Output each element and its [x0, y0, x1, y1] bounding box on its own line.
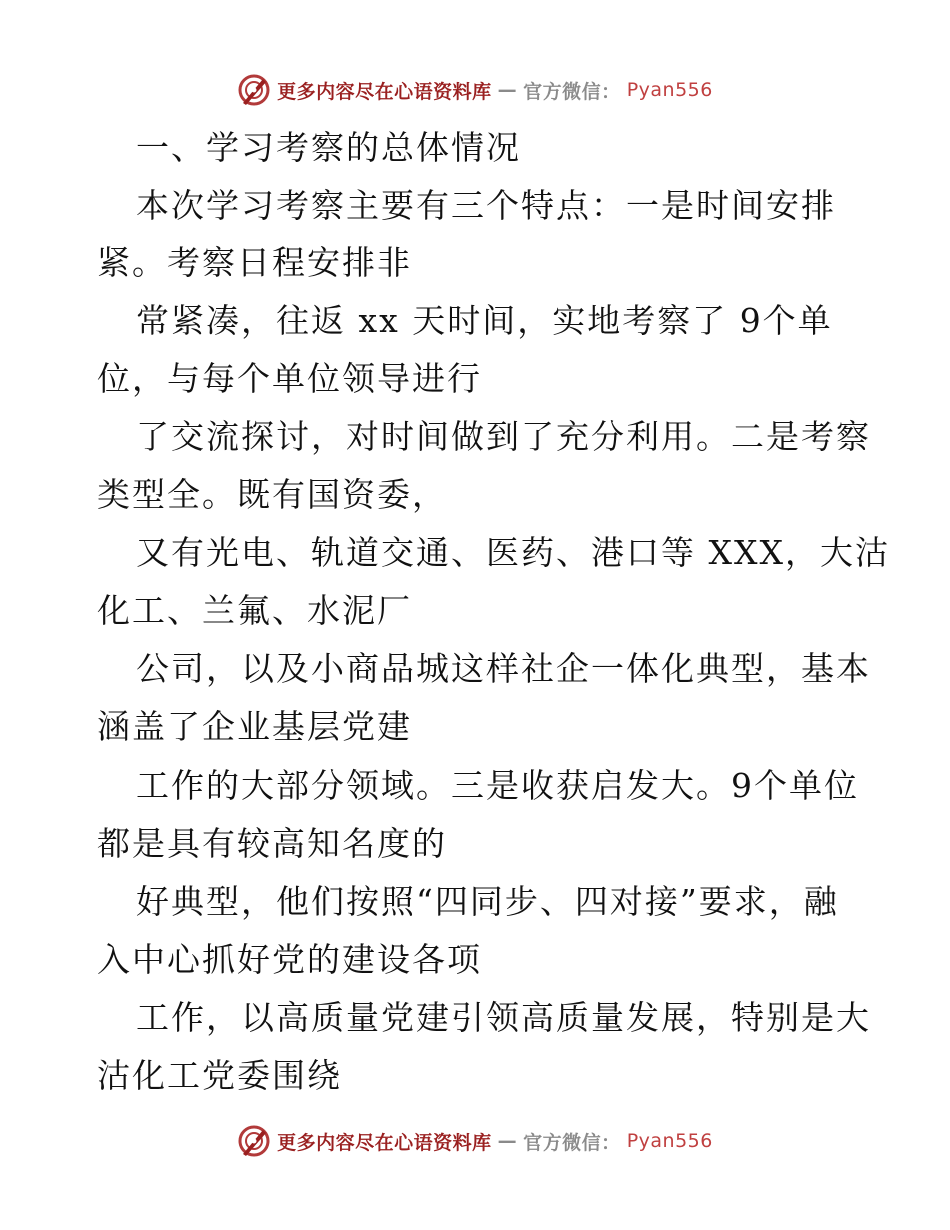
paragraph-line: 类型全。既有国资委， [97, 475, 447, 514]
paragraph-line: 常紧凑，往返 xx 天时间，实地考察了 9个单 [136, 301, 833, 340]
paragraph-line: 好典型，他们按照“四同步、四对接”要求，融 [136, 882, 839, 921]
paragraph-line: 工作，以高质量党建引领高质量发展，特别是大 [136, 998, 871, 1037]
paragraph-line: 都是具有较高知名度的 [97, 824, 447, 863]
paragraph-line: 紧。考察日程安排非 [97, 243, 412, 282]
watermark-official-label: 官方微信： [523, 1131, 621, 1154]
paragraph-line: 了交流探讨，对时间做到了充分利用。二是考察 [136, 417, 871, 456]
watermark-brand: 更多内容尽在心语资料库 [277, 1131, 492, 1154]
pen-logo-icon [237, 1124, 271, 1158]
paragraph-line: 本次学习考察主要有三个特点：一是时间安排 [136, 186, 836, 225]
footer-watermark [0, 1121, 950, 1161]
paragraph-line: 工作的大部分领域。三是收获启发大。9个单位 [136, 766, 859, 805]
paragraph-line: 涵盖了企业基层党建 [97, 707, 412, 746]
watermark-dash: — [497, 79, 518, 101]
paragraph-line: 入中心抓好党的建设各项 [97, 940, 482, 979]
watermark-brand: 更多内容尽在心语资料库 [277, 80, 492, 103]
paragraph-line: 位，与每个单位领导进行 [97, 359, 482, 398]
header-watermark [0, 70, 950, 110]
watermark-wechat-id: Pyan556 [626, 1130, 713, 1152]
paragraph-line: 化工、兰氟、水泥厂 [97, 591, 412, 630]
pen-logo-icon [237, 73, 271, 107]
watermark-dash: — [497, 1130, 518, 1152]
section-heading: 一、学习考察的总体情况 [136, 128, 521, 167]
watermark-official-label: 官方微信： [523, 80, 621, 103]
paragraph-line: 又有光电、轨道交通、医药、港口等 XXX，大沽 [136, 533, 890, 572]
paragraph-line: 公司，以及小商品城这样社企一体化典型，基本 [136, 649, 871, 688]
watermark-wechat-id: Pyan556 [626, 79, 713, 101]
paragraph-line: 沽化工党委围绕 [97, 1056, 342, 1095]
